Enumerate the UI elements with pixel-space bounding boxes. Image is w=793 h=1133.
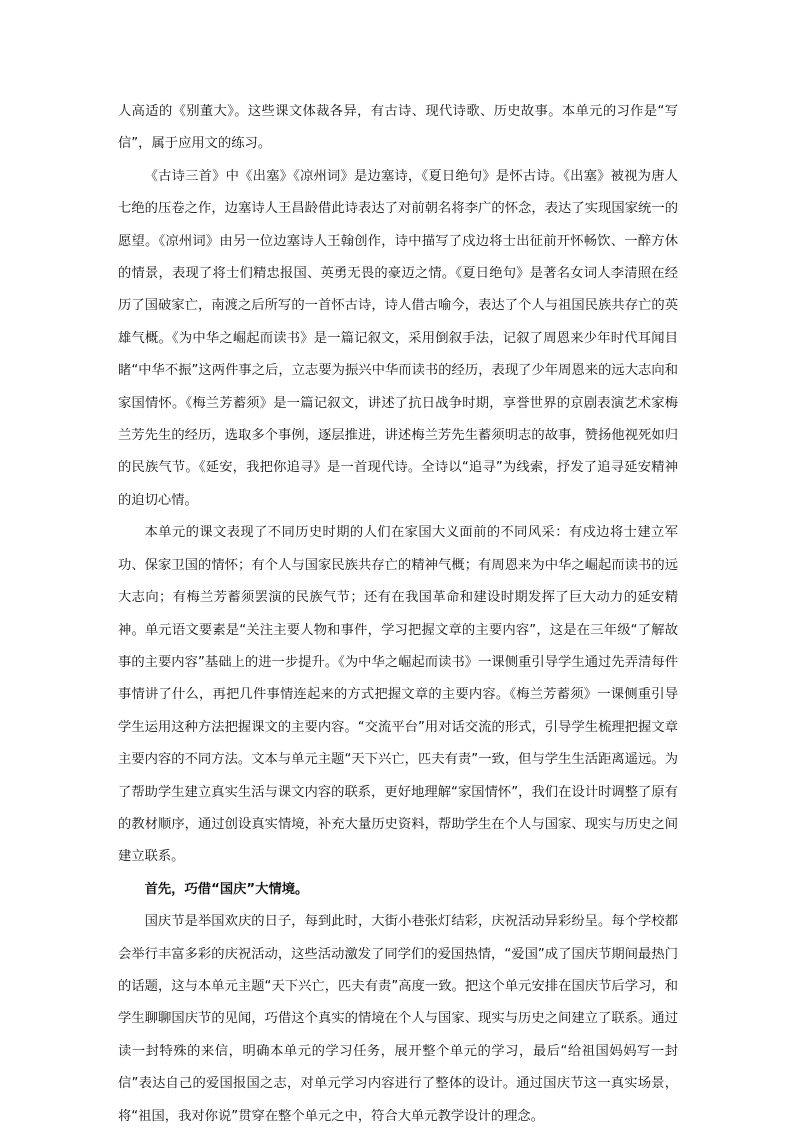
paragraph-unit-overview: 本单元的课文表现了不同历史时期的人们在家国大义面前的不同风采：有戍边将士建立军功、保家卫国的情怀；有个人与国家民族共存亡的精神气概；有周恩来为中华之崛起而读书的远大志向；有梅兰芳蓄须罢演的民族气节；还有在我国革命和建设时期发挥了巨大动力的延安精神。单元语文要素是“关注主要人物和事件，学习把握文章的主要内容”，这是在三年级“了解故事的主要内容”基础上的进一步提升。《为中华之崛起而读书》一课侧重引导学生通过先弄清每件事情讲了什么，再把几件事情连起来的方式把握文章的主要内容。《梅兰芳蓄须》一课侧重引导学生运用这种方法把握课文的主要内容。“交流平台”用对话交流的形式，引导学生梳理把握文章主要内容的不同方法。文本与单元主题“天下兴亡，匹夫有责”一致，但与学生生活距离遥远。为了帮助学生建立真实生活与课文内容的联系，更好地理解“家国情怀”，我们在设计时调整了原有的教材顺序，通过创设真实情境，补充大量历史资料，帮助学生在个人与国家、现实与历史之间建立联系。 <box>118 525 678 865</box>
section-heading: 首先，巧借“国庆”大情境。 <box>144 881 309 897</box>
paragraph-intro-continued: 人高适的《别董大》。这些课文体裁各异，有古诗、现代诗歌、历史故事。本单元的习作是“写信”，属于应用文的练习。 <box>118 104 678 152</box>
document-body <box>118 96 678 1133</box>
paragraph-text-analysis: 《古诗三首》中《出塞》《凉州词》是边塞诗，《夏日绝句》是怀古诗。《出塞》被视为唐人七绝的压卷之作，边塞诗人王昌龄借此诗表达了对前朝名将李广的怀念，表达了实现国家统一的愿望。《凉州词》由另一位边塞诗人王翰创作，诗中描写了戍边将士出征前开怀畅饮、一醉方休的情景，表现了将士们精忠报国、英勇无畏的豪迈之情。《夏日绝句》是著名女词人李清照在经历了国破家亡，南渡之后所写的一首怀古诗，诗人借古喻今，表达了个人与祖国民族共存亡的英雄气概。《为中华之崛起而读书》是一篇记叙文，采用倒叙手法，记叙了周恩来少年时代耳闻目睹“中华不振”这两件事之后，立志要为振兴中华而读书的经历，表现了少年周恩来的远大志向和家国情怀。《梅兰芳蓄须》是一篇记叙文，讲述了抗日战争时期，享誉世界的京剧表演艺术家梅兰芳先生的经历，选取多个事例，逐层推进，讲述梅兰芳先生蓄须明志的故事，赞扬他视死如归的民族气节。《延安，我把你追寻》是一首现代诗。全诗以“追寻”为线索，抒发了追寻延安精神的迫切心情。 <box>118 168 678 508</box>
paragraph-national-day: 国庆节是举国欢庆的日子，每到此时，大街小巷张灯结彩，庆祝活动异彩纷呈。每个学校都会举行丰富多彩的庆祝活动，这些活动激发了同学们的爱国热情，“爱国”成了国庆节期间最热门的话题，这与本单元主题“天下兴亡，匹夫有责”高度一致。把这个单元安排在国庆节后学习，和学生聊聊国庆节的见闻，巧借这个真实的情境在个人与国家、现实与历史之间建立了联系。通过读一封特殊的来信，明确本单元的学习任务，展开整个单元的学习，最后“给祖国妈妈写一封信”表达自己的爱国报国之志，对单元学习内容进行了整体的设计。通过国庆节这一真实场景，将“祖国，我对你说”贯穿在整个单元之中，符合大单元教学设计的理念。 <box>118 914 678 1124</box>
